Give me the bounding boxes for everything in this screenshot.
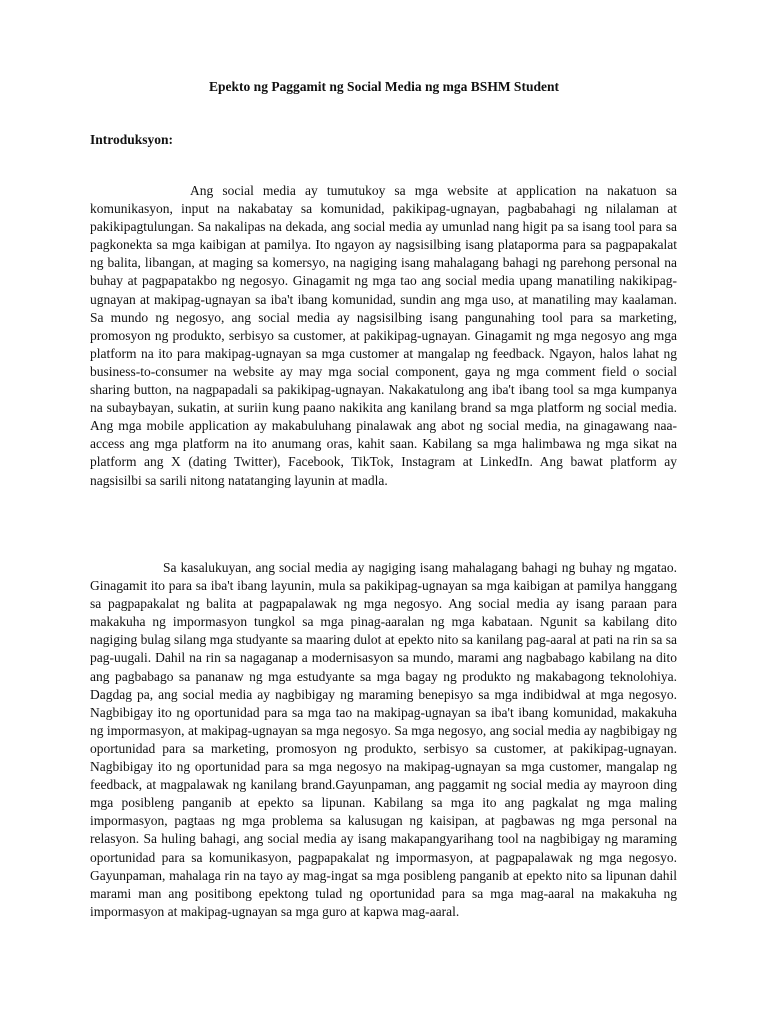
section-heading: Introduksyon: xyxy=(90,132,174,147)
paragraph-introduction-1: Ang social media ay tumutukoy sa mga website at application na nakatuon sa komunikasyon, input na nakabatay sa komunidad, pakikipag-ugnayan, pagbabahagi ng nilalaman at pakikipagtulungan. Sa nakalipas na dekada, ang social media ay umunlad nang higit pa sa isang tool para sa pagkonekta sa mga kaibigan at pamilya. Ito ngayon ay nagsisilbing isang plataporma para sa pagpapakalat ng balita, libangan, at maging sa komersyo, na nagiging isang mahalagang bahagi ng parehong personal na buhay at pagpapatakbo ng negosyo. Ginagamit ng mga tao ang social media upang manatiling nakikipag-ugnayan at makipag-ugnayan sa iba't ibang komunidad, sundin ang mga uso, at manatiling may kaalaman. Sa mundo ng negosyo, ang social media ay nagsisilbing isang pangunahing tool para sa marketing, promosyon ng produkto, serbisyo sa customer, at pakikipag-ugnayan. Ginagamit ng mga negosyo ang mga platform na ito para makipag-ugnayan sa mga customer at mangalap ng feedback. Ngayon, halos lahat ng business-to-consumer na website ay may mga social component, gaya ng mga comment field o social sharing button, na nagpapadali sa pakikipag-ugnayan. Nakakatulong ang iba't ibang tool sa mga kumpanya na subaybayan, sukatin, at suriin kung paano nakikita ang kanilang brand sa mga platform ng social media. Ang mga mobile application ay makabuluhang pinalawak ang abot ng social media, na ginagawang naa-access ang mga platform na ito anumang oras, kahit saan. Kabilang sa mga halimbawa ng mga sikat na platform ang X (dating Twitter), Facebook, TikTok, Instagram at LinkedIn. Ang bawat platform ay nagsisilbi sa sarili nitong natatanging layunin at madla. xyxy=(90,183,677,488)
document-title: Epekto ng Paggamit ng Social Media ng mga BSHM Student xyxy=(209,79,559,94)
paragraph-introduction-2: Sa kasalukuyan, ang social media ay nagiging isang mahalagang bahagi ng buhay ng mgatao. Ginagamit ito para sa iba't ibang layunin, mula sa pakikipag-ugnayan sa mga kaibigan at pamilya hanggang sa pagpapakalat ng balita at pagpapalawak ng mga negosyo. Ang social media ay isang paraan para makakuha ng impormasyon tungkol sa mga pinag-aaralan ng mga kabataan. Ngunit sa kabilang dito nagiging bulag silang mga studyante sa maaring dulot at epekto nito sa kanilang pag-aaral at pati na rin sa sa pag-uugali. Dahil na rin sa nagaganap a modernisasyon sa mundo, marami ang nagbabago kabilang na dito ang pagbabago sa pananaw ng mga estudyante sa mga bagay ng produkto ng makabagong teknolohiya. Dagdag pa, ang social media ay nagbibigay ng maraming benepisyo sa mga indibidwal at mga negosyo. Nagbibigay ito ng oportunidad para sa mga tao na makipag-ugnayan sa iba't ibang komunidad, makakuha ng impormasyon, at makipag-ugnayan sa mga negosyo. Sa mga negosyo, ang social media ay nagbibigay ng oportunidad para sa marketing, promosyon ng produkto, serbisyo sa customer, at pakikipag-ugnayan. Nagbibigay ito ng oportunidad para sa mga negosyo na makipag-ugnayan sa mga customer, mangalap ng feedback, at magpalawak ng kanilang brand.Gayunpaman, ang paggamit ng social media ay mayroon ding mga posibleng panganib at epekto sa lipunan. Kabilang sa mga ito ang pagkalat ng mga maling impormasyon, pagtaas ng mga problema sa kalusugan ng kaisipan, at pagbawas ng mga personal na relasyon. Sa huling bahagi, ang social media ay isang makapangyarihang tool na nagbibigay ng maraming oportunidad para sa komunikasyon, pagpapakalat ng impormasyon, at pagpapalawak ng mga negosyo. Gayunpaman, mahalaga rin na tayo ay mag-ingat sa mga posibleng panganib at epekto nito sa lipunan dahil marami man ang positibong epektong tulad ng oportunidad para sa mga mag-aaral na makakuha ng impormasyon at makipag-ugnayan sa mga guro at kapwa mag-aaral. xyxy=(90,560,677,919)
